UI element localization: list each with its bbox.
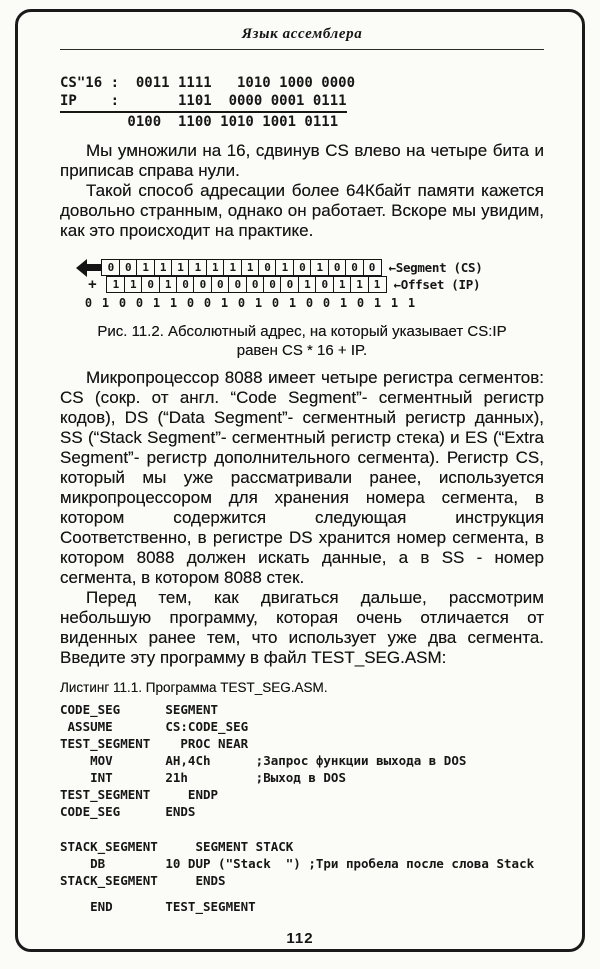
code-line: MOV AH,4Ch ;Запрос функции выхода в DOS [60,753,467,768]
result-bit: 1 [407,296,416,310]
listing-title: Листинг 11.1. Программа TEST_SEG.ASM. [60,680,328,695]
result-bit: 0 [135,296,144,310]
page-number: 112 [286,930,314,947]
segment-bit-cell: 1 [310,259,329,276]
calc-ip-line: IP : 1101 0000 0001 0111 [60,92,347,113]
offset-bit-cell: 1 [333,276,352,293]
code-line: STACK_SEGMENT SEGMENT STACK [60,839,294,854]
segment-bit-cell: 1 [206,259,225,276]
offset-bit-cell: 0 [263,276,282,293]
result-bit: 0 [186,296,195,310]
segment-bit-cell: 1 [136,259,155,276]
offset-bit-cell: 0 [176,276,195,293]
segment-bit-cell: 0 [101,259,120,276]
result-bit: 0 [237,296,246,310]
result-bit: 1 [152,296,161,310]
code-line: END TEST_SEGMENT [60,899,256,914]
segment-bit-cell: 1 [275,259,294,276]
offset-bit-cell: 1 [298,276,317,293]
offset-bit-cell: 0 [228,276,247,293]
header-rule [60,49,544,50]
paragraph-program-intro: Перед тем, как двигаться дальше, рассмотрим небольшую программу, которая очень отличается от виденных ранее тем, что использует уже два сегмента. Введите эту программу в файл TEST_SEG.ASM: [60,588,544,667]
offset-bit-cell: 0 [211,276,230,293]
result-bit: 1 [390,296,399,310]
offset-bit-cell: 0 [246,276,265,293]
result-bit: 1 [169,296,178,310]
segment-bit-cell: 1 [154,259,173,276]
plus-sign: + [88,276,97,293]
offset-bit-cell: 0 [315,276,334,293]
code-line: CODE_SEG ENDS [60,804,196,819]
result-bit: 0 [305,296,314,310]
shift-left-arrow-icon [87,264,101,271]
paragraph-segment-registers: Микропроцессор 8088 имеет четыре регистра сегментов: CS (сокр. от англ. “Code Segment”- сегментный регистр кодов), DS (“Data Segment”- сегментный регистр данных), SS (“Stack Segment”- сегментный регистр стека) и ES (“Extra Segment”- регистр дополнительного сегмента). Регистр CS, который мы уже рассматривали ранее, используется микропроцессором для хранения номера сегмента, в котором содержится следующая инструкция Соответственно, в регистре DS хранится номер сегмента, в котором 8088 должен искать данные, а в SS - номер сегмента, в котором 8088 стек. [60,368,544,587]
code-line: STACK_SEGMENT ENDS [60,873,226,888]
offset-bit-cell: 1 [124,276,143,293]
page-frame [15,9,585,952]
result-bit: 0 [118,296,127,310]
segment-bit-cell: 0 [328,259,347,276]
result-bit: 1 [288,296,297,310]
address-calculation [60,74,544,131]
offset-bit-cell: 0 [280,276,299,293]
segment-bit-cell: 1 [171,259,190,276]
segment-bit-row [60,259,544,276]
offset-bit-cell: 1 [159,276,178,293]
segment-bit-cell: 0 [258,259,277,276]
result-bit: 0 [271,296,280,310]
code-line: TEST_SEGMENT PROC NEAR [60,736,249,751]
result-bit: 1 [254,296,263,310]
code-line: TEST_SEGMENT ENDP [60,787,219,802]
paragraph-addressing: Такой способ адресации более 64Кбайт памяти кажется довольно странным, однако он работает. Вскоре мы увидим, как это происходит на практике. [60,181,544,240]
result-bit: 0 [356,296,365,310]
segment-bit-cells [103,259,382,276]
figure-11-2 [60,259,544,310]
result-bit-row [80,296,544,310]
result-bit: 0 [203,296,212,310]
paragraph-multiply: Мы умножили на 16, сдвинув CS влево на четыре бита и приписав справа нули. [60,141,544,180]
result-bit: 1 [373,296,382,310]
offset-bit-cell: 0 [141,276,160,293]
result-bit: 1 [101,296,110,310]
code-line [60,829,544,838]
segment-bit-cell: 0 [363,259,382,276]
code-line: INT 21h ;Выход в DOS [60,770,346,785]
offset-bit-cell: 1 [350,276,369,293]
code-line: ASSUME CS:CODE_SEG [60,719,249,734]
segment-bit-cell: 1 [223,259,242,276]
offset-label: ←Offset (IP) [393,277,481,292]
offset-bit-cell: 0 [193,276,212,293]
segment-bit-cell: 0 [119,259,138,276]
running-head: Язык ассемблера [241,26,363,42]
result-bit: 0 [322,296,331,310]
offset-bit-cell: 1 [106,276,125,293]
result-bit: 1 [339,296,348,310]
segment-bit-cell: 1 [241,259,260,276]
code-line: DB 10 DUP ("Stack ") ;Три пробела после слова Stack [60,856,535,871]
code-line [60,820,544,829]
code-line [60,889,544,898]
offset-bit-row [60,276,544,293]
offset-bit-cells [108,276,387,293]
segment-label: ←Segment (CS) [388,260,483,275]
figure-caption: Рис. 11.2. Абсолютный адрес, на который указывает CS:IP равен CS * 16 + IP. [97,323,507,359]
code-listing [60,701,544,915]
code-line: CODE_SEG SEGMENT [60,702,219,717]
result-bit: 0 [84,296,93,310]
segment-bit-cell: 1 [188,259,207,276]
offset-bit-cell: 1 [368,276,387,293]
calc-result-line: 0100 1100 1010 1001 0111 [60,114,339,130]
calc-cs-line: CS"16 : 0011 1111 1010 1000 0000 [60,75,356,91]
segment-bit-cell: 0 [293,259,312,276]
segment-bit-cell: 0 [345,259,364,276]
result-bit: 1 [220,296,229,310]
